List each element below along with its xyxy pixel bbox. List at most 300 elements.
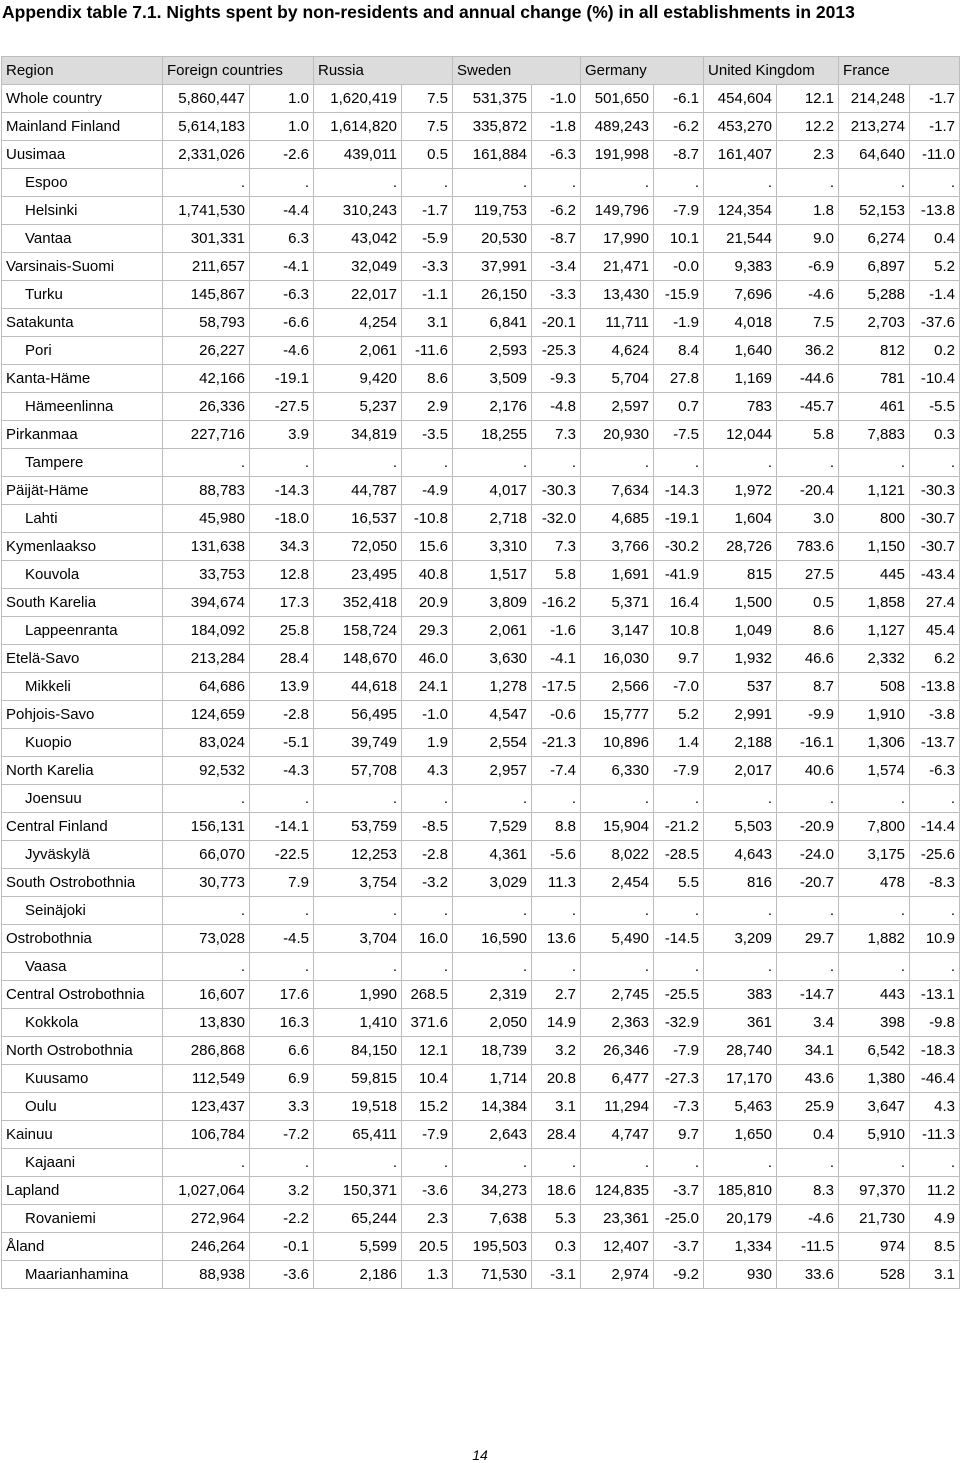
nights-cell: 2,186	[314, 1261, 402, 1289]
nights-cell: 1,858	[839, 589, 910, 617]
region-cell: Mainland Finland	[2, 113, 163, 141]
table-row	[2, 729, 960, 757]
region-cell: Whole country	[2, 85, 163, 113]
nights-cell: 246,264	[163, 1233, 250, 1261]
region-cell: Espoo	[2, 169, 163, 197]
nights-cell: .	[839, 169, 910, 197]
change-cell: 16.0	[402, 925, 453, 953]
nights-cell: 2,017	[704, 757, 777, 785]
change-cell: 11.3	[532, 869, 581, 897]
nights-cell: 17,990	[581, 225, 654, 253]
nights-cell: 150,371	[314, 1177, 402, 1205]
change-cell: -3.2	[402, 869, 453, 897]
nights-cell: 213,274	[839, 113, 910, 141]
nights-cell: 4,747	[581, 1121, 654, 1149]
nights-cell: 124,659	[163, 701, 250, 729]
change-cell: -18.3	[910, 1037, 960, 1065]
change-cell: 24.1	[402, 673, 453, 701]
nights-cell: .	[839, 785, 910, 813]
nights-cell: 1,650	[704, 1121, 777, 1149]
region-cell: Hämeenlinna	[2, 393, 163, 421]
change-cell: -18.0	[250, 505, 314, 533]
change-cell: .	[910, 449, 960, 477]
change-cell: -6.3	[532, 141, 581, 169]
region-cell: Päijät-Häme	[2, 477, 163, 505]
change-cell: 25.9	[777, 1093, 839, 1121]
change-cell: 9.7	[654, 645, 704, 673]
nights-cell: 44,618	[314, 673, 402, 701]
nights-cell: .	[314, 897, 402, 925]
nights-cell: 5,371	[581, 589, 654, 617]
change-cell: -5.9	[402, 225, 453, 253]
change-cell: 783.6	[777, 533, 839, 561]
nights-cell: 5,599	[314, 1233, 402, 1261]
region-cell: Vaasa	[2, 953, 163, 981]
change-cell: -7.9	[654, 757, 704, 785]
region-cell: Lahti	[2, 505, 163, 533]
nights-cell: 148,670	[314, 645, 402, 673]
change-cell: -1.4	[910, 281, 960, 309]
nights-cell: 64,686	[163, 673, 250, 701]
change-cell: 3.9	[250, 421, 314, 449]
nights-cell: 1,691	[581, 561, 654, 589]
nights-cell: 2,176	[453, 393, 532, 421]
nights-cell: 1,604	[704, 505, 777, 533]
change-cell: .	[250, 1149, 314, 1177]
change-cell: -20.9	[777, 813, 839, 841]
nights-cell: 1,990	[314, 981, 402, 1009]
change-cell: -3.3	[532, 281, 581, 309]
change-cell: -25.3	[532, 337, 581, 365]
change-cell: -45.7	[777, 393, 839, 421]
change-cell: 9.7	[654, 1121, 704, 1149]
nights-cell: 211,657	[163, 253, 250, 281]
change-cell: 46.0	[402, 645, 453, 673]
table-row	[2, 1205, 960, 1233]
change-cell: -7.3	[654, 1093, 704, 1121]
table-row	[2, 365, 960, 393]
change-cell: -4.6	[777, 1205, 839, 1233]
change-cell: -13.8	[910, 197, 960, 225]
change-cell: .	[402, 953, 453, 981]
change-cell: -10.8	[402, 505, 453, 533]
change-cell: 2.7	[532, 981, 581, 1009]
nights-cell: 3,766	[581, 533, 654, 561]
change-cell: 15.6	[402, 533, 453, 561]
change-cell: -20.1	[532, 309, 581, 337]
nights-cell: 394,674	[163, 589, 250, 617]
nights-cell: 161,884	[453, 141, 532, 169]
header-row	[2, 57, 960, 85]
change-cell: 8.5	[910, 1233, 960, 1261]
change-cell: 7.5	[777, 309, 839, 337]
nights-cell: 2,061	[314, 337, 402, 365]
change-cell: .	[532, 953, 581, 981]
nights-cell: 106,784	[163, 1121, 250, 1149]
nights-cell: 21,544	[704, 225, 777, 253]
nights-cell: 23,361	[581, 1205, 654, 1233]
change-cell: 12.1	[402, 1037, 453, 1065]
nights-cell: 5,910	[839, 1121, 910, 1149]
change-cell: 20.9	[402, 589, 453, 617]
table-row	[2, 1009, 960, 1037]
nights-cell: 30,773	[163, 869, 250, 897]
region-cell: Kajaani	[2, 1149, 163, 1177]
nights-cell: 489,243	[581, 113, 654, 141]
table-row	[2, 785, 960, 813]
nights-cell: 12,044	[704, 421, 777, 449]
table-row	[2, 953, 960, 981]
region-cell: Pori	[2, 337, 163, 365]
nights-cell: 6,274	[839, 225, 910, 253]
nights-cell: 73,028	[163, 925, 250, 953]
nights-cell: 34,273	[453, 1177, 532, 1205]
change-cell: -0.0	[654, 253, 704, 281]
change-cell: -3.4	[532, 253, 581, 281]
change-cell: -10.4	[910, 365, 960, 393]
change-cell: 1.9	[402, 729, 453, 757]
table-row	[2, 813, 960, 841]
change-cell: -43.4	[910, 561, 960, 589]
change-cell: 7.9	[250, 869, 314, 897]
nights-cell: 1,306	[839, 729, 910, 757]
change-cell: 0.7	[654, 393, 704, 421]
header-france: France	[839, 57, 960, 85]
nights-cell: 58,793	[163, 309, 250, 337]
change-cell: 3.2	[250, 1177, 314, 1205]
change-cell: -1.7	[402, 197, 453, 225]
change-cell: 10.1	[654, 225, 704, 253]
change-cell: .	[777, 169, 839, 197]
change-cell: -19.1	[654, 505, 704, 533]
change-cell: -21.2	[654, 813, 704, 841]
change-cell: .	[910, 953, 960, 981]
table-row	[2, 1065, 960, 1093]
change-cell: 36.2	[777, 337, 839, 365]
nights-cell: 3,147	[581, 617, 654, 645]
change-cell: -9.3	[532, 365, 581, 393]
nights-cell: 21,730	[839, 1205, 910, 1233]
change-cell: -9.8	[910, 1009, 960, 1037]
table-row	[2, 1233, 960, 1261]
change-cell: 40.8	[402, 561, 453, 589]
nights-cell: 5,614,183	[163, 113, 250, 141]
nights-cell: 227,716	[163, 421, 250, 449]
region-cell: Seinäjoki	[2, 897, 163, 925]
change-cell: -22.5	[250, 841, 314, 869]
nights-cell: 5,288	[839, 281, 910, 309]
nights-cell: 2,319	[453, 981, 532, 1009]
nights-cell: 158,724	[314, 617, 402, 645]
nights-cell: 310,243	[314, 197, 402, 225]
region-cell: Kanta-Häme	[2, 365, 163, 393]
nights-cell: 361	[704, 1009, 777, 1037]
change-cell: 12.1	[777, 85, 839, 113]
change-cell: -30.7	[910, 533, 960, 561]
nights-cell: 974	[839, 1233, 910, 1261]
nights-cell: 65,411	[314, 1121, 402, 1149]
change-cell: -1.0	[532, 85, 581, 113]
change-cell: 18.6	[532, 1177, 581, 1205]
change-cell: 8.6	[777, 617, 839, 645]
change-cell: 13.9	[250, 673, 314, 701]
change-cell: -19.1	[250, 365, 314, 393]
page-title: Appendix table 7.1. Nights spent by non-residents and annual change (%) in all establishments in 2013	[2, 2, 855, 22]
change-cell: .	[654, 1149, 704, 1177]
nights-cell: 1,714	[453, 1065, 532, 1093]
nights-cell: .	[839, 449, 910, 477]
change-cell: 17.3	[250, 589, 314, 617]
change-cell: .	[777, 785, 839, 813]
change-cell: -25.0	[654, 1205, 704, 1233]
nights-cell: .	[314, 785, 402, 813]
table-row	[2, 309, 960, 337]
nights-cell: 3,754	[314, 869, 402, 897]
change-cell: 2.9	[402, 393, 453, 421]
nights-cell: 1,049	[704, 617, 777, 645]
change-cell: 29.7	[777, 925, 839, 953]
nights-cell: 71,530	[453, 1261, 532, 1289]
change-cell: .	[402, 1149, 453, 1177]
nights-cell: .	[314, 953, 402, 981]
table-row	[2, 673, 960, 701]
change-cell: -14.1	[250, 813, 314, 841]
nights-cell: 3,809	[453, 589, 532, 617]
region-cell: Kymenlaakso	[2, 533, 163, 561]
nights-cell: 53,759	[314, 813, 402, 841]
change-cell: 1.3	[402, 1261, 453, 1289]
change-cell: -3.6	[250, 1261, 314, 1289]
table-row	[2, 393, 960, 421]
nights-cell: 26,150	[453, 281, 532, 309]
nights-cell: 119,753	[453, 197, 532, 225]
nights-cell: 214,248	[839, 85, 910, 113]
change-cell: 371.6	[402, 1009, 453, 1037]
nights-cell: 39,749	[314, 729, 402, 757]
change-cell: 15.2	[402, 1093, 453, 1121]
change-cell: .	[402, 785, 453, 813]
nights-cell: 5,490	[581, 925, 654, 953]
change-cell: 1.8	[777, 197, 839, 225]
nights-cell: 26,227	[163, 337, 250, 365]
change-cell: 16.3	[250, 1009, 314, 1037]
change-cell: .	[654, 169, 704, 197]
change-cell: 0.5	[777, 589, 839, 617]
nights-cell: 15,904	[581, 813, 654, 841]
region-cell: Joensuu	[2, 785, 163, 813]
change-cell: -30.2	[654, 533, 704, 561]
change-cell: 1.0	[250, 113, 314, 141]
change-cell: -8.7	[654, 141, 704, 169]
region-cell: Uusimaa	[2, 141, 163, 169]
change-cell: -6.3	[910, 757, 960, 785]
change-cell: -6.9	[777, 253, 839, 281]
change-cell: -3.7	[654, 1177, 704, 1205]
nights-cell: 88,938	[163, 1261, 250, 1289]
region-cell: Åland	[2, 1233, 163, 1261]
change-cell: 4.3	[910, 1093, 960, 1121]
table-row	[2, 617, 960, 645]
change-cell: -1.7	[910, 113, 960, 141]
change-cell: 0.3	[532, 1233, 581, 1261]
nights-cell: 439,011	[314, 141, 402, 169]
change-cell: .	[250, 953, 314, 981]
change-cell: -4.8	[532, 393, 581, 421]
table-row	[2, 477, 960, 505]
change-cell: -30.7	[910, 505, 960, 533]
change-cell: -4.6	[250, 337, 314, 365]
nights-cell: 5,503	[704, 813, 777, 841]
nights-cell: 453,270	[704, 113, 777, 141]
region-cell: North Karelia	[2, 757, 163, 785]
change-cell: 2.3	[402, 1205, 453, 1233]
nights-cell: 56,495	[314, 701, 402, 729]
nights-cell: 501,650	[581, 85, 654, 113]
change-cell: 29.3	[402, 617, 453, 645]
nights-cell: 4,017	[453, 477, 532, 505]
nights-cell: .	[839, 953, 910, 981]
nights-cell: 131,638	[163, 533, 250, 561]
change-cell: .	[777, 1149, 839, 1177]
change-cell: -4.5	[250, 925, 314, 953]
nights-cell: 4,254	[314, 309, 402, 337]
nights-cell: 65,244	[314, 1205, 402, 1233]
nights-cell: 1,127	[839, 617, 910, 645]
header-foreign-countries: Foreign countries	[163, 57, 314, 85]
nights-cell: 531,375	[453, 85, 532, 113]
nights-cell: 7,529	[453, 813, 532, 841]
change-cell: -2.2	[250, 1205, 314, 1233]
nights-cell: 161,407	[704, 141, 777, 169]
nights-cell: 59,815	[314, 1065, 402, 1093]
nights-cell: .	[314, 449, 402, 477]
change-cell: -44.6	[777, 365, 839, 393]
table-row	[2, 1177, 960, 1205]
nights-cell: .	[704, 897, 777, 925]
nights-cell: 508	[839, 673, 910, 701]
nights-cell: 1,972	[704, 477, 777, 505]
region-cell: Lappeenranta	[2, 617, 163, 645]
nights-cell: 184,092	[163, 617, 250, 645]
change-cell: .	[654, 897, 704, 925]
nights-cell: .	[581, 953, 654, 981]
change-cell: 7.5	[402, 85, 453, 113]
nights-cell: 66,070	[163, 841, 250, 869]
change-cell: -1.0	[402, 701, 453, 729]
change-cell: -30.3	[532, 477, 581, 505]
nights-cell: 2,188	[704, 729, 777, 757]
change-cell: -25.6	[910, 841, 960, 869]
nights-cell: 156,131	[163, 813, 250, 841]
change-cell: 7.3	[532, 533, 581, 561]
change-cell: 7.5	[402, 113, 453, 141]
nights-cell: 454,604	[704, 85, 777, 113]
region-cell: South Karelia	[2, 589, 163, 617]
nights-cell: .	[581, 1149, 654, 1177]
nights-cell: 1,121	[839, 477, 910, 505]
change-cell: 8.4	[654, 337, 704, 365]
change-cell: 13.6	[532, 925, 581, 953]
nights-cell: 1,380	[839, 1065, 910, 1093]
nights-cell: 286,868	[163, 1037, 250, 1065]
change-cell: .	[777, 449, 839, 477]
nights-cell: 3,310	[453, 533, 532, 561]
nights-cell: 37,991	[453, 253, 532, 281]
change-cell: .	[654, 785, 704, 813]
nights-cell: .	[581, 449, 654, 477]
nights-cell: 4,624	[581, 337, 654, 365]
change-cell: -3.7	[654, 1233, 704, 1261]
change-cell: -6.2	[654, 113, 704, 141]
change-cell: 6.2	[910, 645, 960, 673]
change-cell: .	[532, 897, 581, 925]
region-cell: South Ostrobothnia	[2, 869, 163, 897]
change-cell: 43.6	[777, 1065, 839, 1093]
change-cell: -3.6	[402, 1177, 453, 1205]
nights-cell: 1,741,530	[163, 197, 250, 225]
nights-cell: 7,638	[453, 1205, 532, 1233]
change-cell: -20.4	[777, 477, 839, 505]
region-cell: Ostrobothnia	[2, 925, 163, 953]
nights-cell: 4,361	[453, 841, 532, 869]
change-cell: -7.9	[654, 197, 704, 225]
change-cell: -1.8	[532, 113, 581, 141]
nights-cell: 5,463	[704, 1093, 777, 1121]
change-cell: 45.4	[910, 617, 960, 645]
table-row	[2, 701, 960, 729]
nights-cell: 7,634	[581, 477, 654, 505]
nights-cell: 9,420	[314, 365, 402, 393]
table-row	[2, 337, 960, 365]
change-cell: -4.3	[250, 757, 314, 785]
change-cell: .	[910, 1149, 960, 1177]
change-cell: .	[654, 953, 704, 981]
region-cell: Kainuu	[2, 1121, 163, 1149]
change-cell: 46.6	[777, 645, 839, 673]
nights-cell: 10,896	[581, 729, 654, 757]
change-cell: -16.2	[532, 589, 581, 617]
nights-cell: .	[163, 897, 250, 925]
change-cell: 1.0	[250, 85, 314, 113]
nights-cell: 83,024	[163, 729, 250, 757]
change-cell: 28.4	[250, 645, 314, 673]
nights-cell: 22,017	[314, 281, 402, 309]
nights-cell: 781	[839, 365, 910, 393]
change-cell: -8.7	[532, 225, 581, 253]
nights-cell: 1,517	[453, 561, 532, 589]
nights-cell: 6,841	[453, 309, 532, 337]
change-cell: -4.6	[777, 281, 839, 309]
change-cell: 3.4	[777, 1009, 839, 1037]
nights-cell: 2,363	[581, 1009, 654, 1037]
change-cell: .	[250, 897, 314, 925]
change-cell: -3.1	[532, 1261, 581, 1289]
change-cell: 5.8	[532, 561, 581, 589]
change-cell: -5.6	[532, 841, 581, 869]
table-row	[2, 141, 960, 169]
change-cell: -1.1	[402, 281, 453, 309]
change-cell: 5.2	[654, 701, 704, 729]
nights-cell: 6,330	[581, 757, 654, 785]
table-row	[2, 1037, 960, 1065]
change-cell: 3.1	[910, 1261, 960, 1289]
nights-cell: 1,910	[839, 701, 910, 729]
change-cell: .	[532, 785, 581, 813]
region-cell: Kuopio	[2, 729, 163, 757]
table-row	[2, 421, 960, 449]
region-cell: Oulu	[2, 1093, 163, 1121]
nights-cell: 2,703	[839, 309, 910, 337]
